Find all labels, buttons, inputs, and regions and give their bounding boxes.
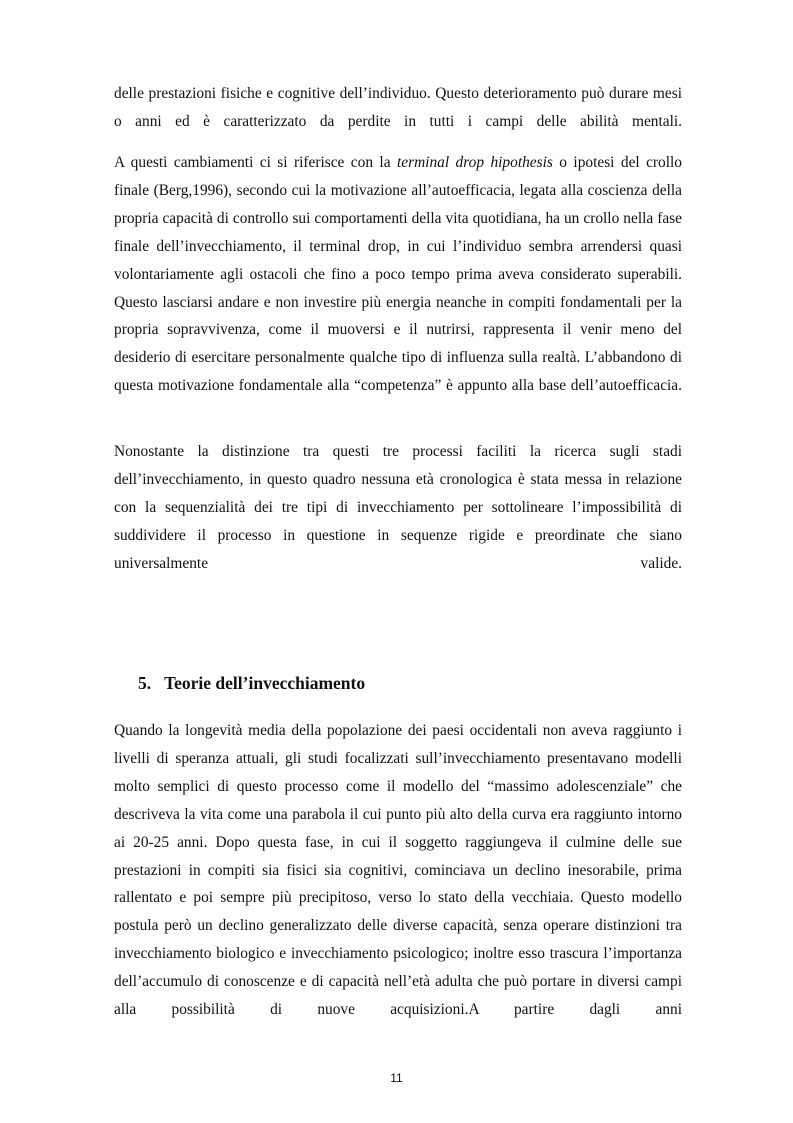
section-title: Teorie dell’invecchiamento [164, 673, 366, 693]
italic-term: terminal drop hipothesis [396, 154, 553, 171]
paragraph-deterioration: delle prestazioni fisiche e cognitive dell’individuo. Questo deterioramento può durare mesi o anni ed è caratterizzato da perdite in tutti i campi delle abilità mentali. [114, 85, 682, 130]
paragraph-text-start: A questi cambiamenti ci si riferisce con la [114, 154, 397, 171]
paragraph-theories: Quando la longevità media della popolazione dei paesi occidentali non aveva raggiunto i livelli di speranza attuali, gli studi focalizzati sull’invecchiamento presentavano modelli molto semplici di questo processo come il modello del “massimo adolescenziale” che descriveva la vita come una parabola il cui punto più alto della curva era raggiunto intorno ai 20-25 anni. Dopo questa fase, in cui il soggetto raggiungeva il culmine delle sue prestazioni in compiti sia fisici sia cognitivi, cominciava un declino inesorabile, prima rallentato e poi sempre più precipitoso, verso lo stato della vecchiaia. Questo modello postula però un declino generalizzato delle diverse capacità, senza operare distinzioni tra invecchiamento biologico e invecchiamento psicologico; inoltre esso trascura l’importanza dell’accumulo di conoscenze e di capacità nell’età adulta che può portare in diversi campi alla possibilità di nuove acquisizioni.A partire dagli anni [114, 722, 682, 1019]
section-heading [138, 673, 365, 694]
paragraph-text-rest: o ipotesi del crollo finale (Berg,1996), secondo cui la motivazione all’autoefficacia, legata alla coscienza della propria capacità di controllo sui comportamenti della vita quotidiana, ha un crollo nella fase finale dell’invecchiamento, il terminal drop, in cui l’individuo sembra arrendersi quasi volontariamente agli ostacoli che fino a poco tempo prima aveva considerato superabili. Questo lasciarsi andare e non investire più energia neanche in compiti fondamentali per la propria sopravvivenza, come il muoversi e il nutrirsi, rappresenta il venir meno del desiderio di esercitare personalmente qualche tipo di influenza sulla realtà. L’abbandono di questa motivazione fondamentale alla “competenza” è appunto alla base dell’autoefficacia. [114, 154, 682, 395]
paragraph-distinction: Nonostante la distinzione tra questi tre processi faciliti la ricerca sugli stadi dell’invecchiamento, in questo quadro nessuna età cronologica è stata messa in relazione con la sequenzialità dei tre tipi di invecchiamento per sottolineare l’impossibilità di suddividere il processo in questione in sequenze rigide e preordinate che siano universalmente valide. [114, 443, 682, 572]
paragraph-terminal-drop [114, 149, 682, 428]
page-number: 11 [390, 1071, 403, 1085]
section-number: 5. [138, 673, 152, 693]
